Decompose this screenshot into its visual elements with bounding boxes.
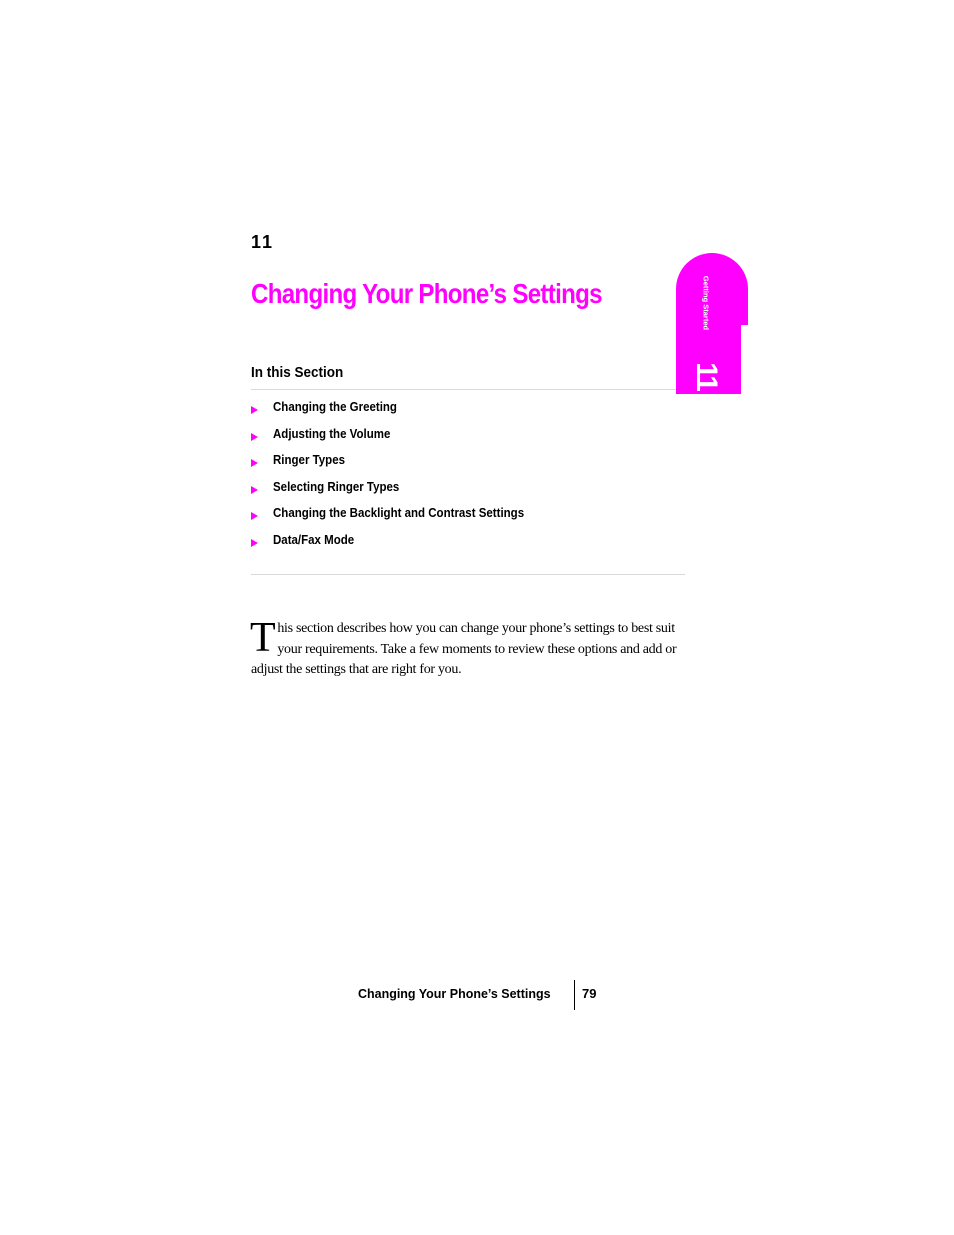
drop-cap: T xyxy=(250,615,276,661)
bottom-divider xyxy=(251,574,685,575)
list-item-label[interactable]: Adjusting the Volume xyxy=(273,426,391,441)
list-item-label[interactable]: Ringer Types xyxy=(273,453,346,467)
triangle-bullet-icon xyxy=(251,512,258,520)
intro-text: his section describes how you can change your phone’s settings to best suit your requirements. Take a few moments to review these options and add or adjust the settings that are right for you. xyxy=(251,621,677,677)
section-heading: In this Section xyxy=(251,364,344,381)
side-tab-section-label: Getting Started xyxy=(701,275,711,331)
triangle-bullet-icon xyxy=(251,539,258,547)
footer-divider xyxy=(574,980,575,1010)
footer-title: Changing Your Phone’s Settings xyxy=(358,986,551,1001)
side-tab-chapter-number: 11 xyxy=(690,362,723,390)
tab-left-edge xyxy=(676,325,686,384)
triangle-bullet-icon xyxy=(251,433,258,441)
triangle-bullet-icon xyxy=(251,406,258,414)
chapter-number: 11 xyxy=(251,232,275,252)
list-item-label[interactable]: Selecting Ringer Types xyxy=(273,479,400,494)
triangle-bullet-icon xyxy=(251,459,258,467)
intro-paragraph xyxy=(250,615,687,681)
triangle-bullet-icon xyxy=(251,486,258,494)
list-item-label[interactable]: Changing the Backlight and Contrast Settings xyxy=(273,506,525,520)
top-divider xyxy=(251,389,685,390)
chapter-title: Changing Your Phone’s Settings xyxy=(251,278,602,309)
page-number: 79 xyxy=(582,986,597,1001)
list-item-label[interactable]: Changing the Greeting xyxy=(273,400,397,414)
list-item-label[interactable]: Data/Fax Mode xyxy=(273,532,355,547)
